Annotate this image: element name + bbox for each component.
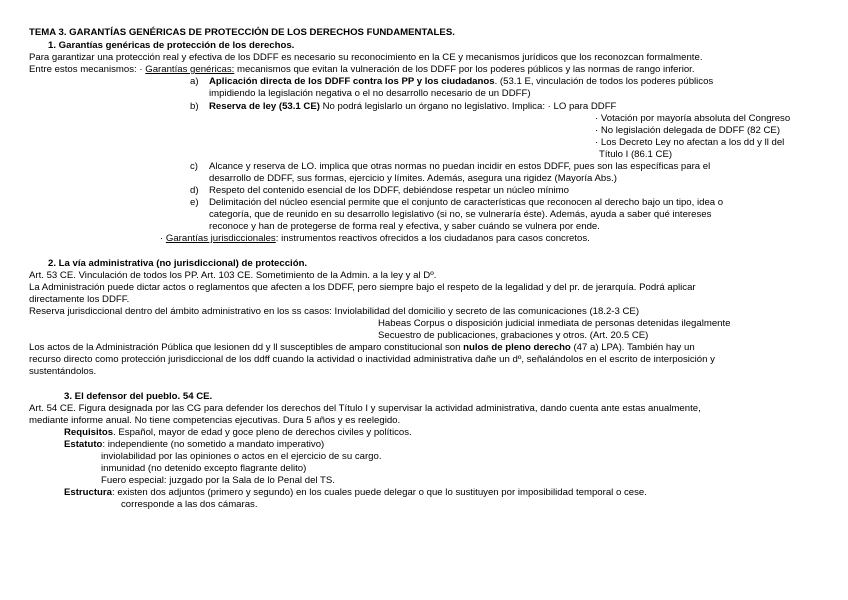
item-e-line3: reconoce y han de protegerse de forma real y efectiva, y saber cuándo se vulnera por ende. (209, 221, 600, 232)
item-e-marker: e) (190, 197, 199, 208)
s2-line1: Art. 53 CE. Vinculación de todos los PP. Art. 103 CE. Sometimiento de la Admin. a la ley y al Dº. (29, 270, 437, 281)
item-b-sub1: · Votación por mayoría absoluta del Congreso (595, 113, 791, 124)
s2-line4: Reserva jurisdiccional dentro del ámbito administrativo en los ss casos: Inviolabilidad del domicilio y secreto de las comunicaciones (18.2-3 CE) (29, 306, 640, 317)
jurisdictional-guarantees-line: · Garantías jurisdiccionales: instrumentos reactivos ofrecidos a los ciudadanos para casos concretos. (160, 233, 590, 244)
item-d-marker: d) (190, 185, 199, 196)
item-b-marker: b) (190, 101, 199, 112)
structure-line: Estructura: existen dos adjuntos (primero y segundo) en los cuales puede delegar o que lo sustituyen por imposibilidad temporal o cese. (64, 487, 647, 498)
statute-line: Estatuto: independiente (no sometido a mandato imperativo) (64, 439, 325, 450)
s1-intro-line1: Para garantizar una protección real y efectiva de los DDFF es necesario su reconocimiento en la CE y mecanismos jurídicos que los reconozcan formalmente. (29, 52, 703, 63)
s2-line7: Los actos de la Administración Pública que lesionen dd y ll susceptibles de amparo constitucional son nulos de pleno derecho (47 a) LPA). También hay un (29, 342, 695, 353)
item-b-sub3: · Los Decreto Ley no afectan a los dd y ll del (595, 137, 785, 148)
section-2-heading: 2. La vía administrativa (no jurisdiccional) de protección. (48, 258, 308, 269)
item-b-line1: Reserva de ley (53.1 CE) No podrá legislarlo un órgano no legislativo. Implica: · LO para DDFF (209, 101, 617, 112)
generic-guarantees-term: Garantías genéricas: (145, 64, 235, 75)
requirements-line: Requisitos. Español, mayor de edad y goce pleno de derechos civiles y políticos. (64, 427, 412, 438)
item-c-line2: desarrollo de DDFF, sus formas, ejercicio y límites. Además, asegura una rigidez (Mayoría Abs.) (209, 173, 617, 184)
item-b-sub4: Título I (86.1 CE) (599, 149, 673, 160)
s2-line3: directamente los DDFF. (29, 294, 130, 305)
s3-line1: Art. 54 CE. Figura designada por las CG para defender los derechos del Título I y supervisar la actividad administrativa, dando cuenta ante estas anualmente, (29, 403, 701, 414)
item-a-marker: a) (190, 76, 199, 87)
s2-line5: Habeas Corpus o disposición judicial inmediata de personas detenidas ilegalmente (378, 318, 731, 329)
s3-line2: mediante informe anual. No tiene competencias ejecutivas. Dura 5 años y es reelegido. (29, 415, 401, 426)
item-a-line2: impidiendo la legislación negativa o el no desarrollo necesario de un DDFF) (209, 88, 531, 99)
statute-item-3: Fuero especial: juzgado por la Sala de lo Penal del TS. (101, 475, 335, 486)
section-3-heading: 3. El defensor del pueblo. 54 CE. (64, 391, 213, 402)
item-b-sub2: · No legislación delegada de DDFF (82 CE) (595, 125, 781, 136)
jurisdictional-guarantees-term: Garantías jurisdiccionales (165, 233, 276, 244)
statute-item-1: inviolabilidad por las opiniones o actos en el ejercicio de su cargo. (101, 451, 382, 462)
s1-intro-line2: Entre estos mecanismos: · Garantías genéricas: mecanismos que evitan la vulneración de los DDFF por los poderes públicos y las normas de rango inferior. (29, 64, 695, 75)
item-c-line1: Alcance y reserva de LO. implica que otras normas no puedan incidir en estos DDFF, pues son las específicas para el (209, 161, 711, 172)
item-c-marker: c) (190, 161, 198, 172)
section-1-heading: 1. Garantías genéricas de protección de los derechos. (48, 40, 295, 51)
structure-line2: corresponde a las dos cámaras. (121, 499, 258, 510)
document-title: TEMA 3. GARANTÍAS GENÉRICAS DE PROTECCIÓN DE LOS DERECHOS FUNDAMENTALES. (29, 27, 455, 38)
item-d-line1: Respeto del contenido esencial de los DDFF, debiéndose respetar un núcleo mínimo (209, 185, 569, 196)
s2-line6: Secuestro de publicaciones, grabaciones y otros. (Art. 20.5 CE) (378, 330, 649, 341)
s2-line8: recurso directo como protección jurisdiccional de los ddff cuando la actividad o inactividad administrativa dañe un dº, señalándolos en el escrito de interposición y (29, 354, 715, 365)
item-a-line1: Aplicación directa de los DDFF contra los PP y los ciudadanos. (53.1 E, vinculación de todos los poderes públicos (209, 76, 714, 87)
s2-line9: sustentándolos. (29, 366, 97, 377)
statute-item-2: inmunidad (no detenido excepto flagrante delito) (101, 463, 307, 474)
s2-line2: La Administración puede dictar actos o reglamentos que afecten a los DDFF, pero siempre bajo el respeto de la legalidad y del pr. de jerarquía. Podrá aplicar (29, 282, 696, 293)
item-e-line2: categoría, que de reunido en su desarrollo legislativo (si no, se vulneraría éste). Además, ayuda a saber qué intereses (209, 209, 712, 220)
item-e-line1: Delimitación del núcleo esencial permite que el conjunto de características que reconocen al derecho bajo un tipo, idea o (209, 197, 724, 208)
